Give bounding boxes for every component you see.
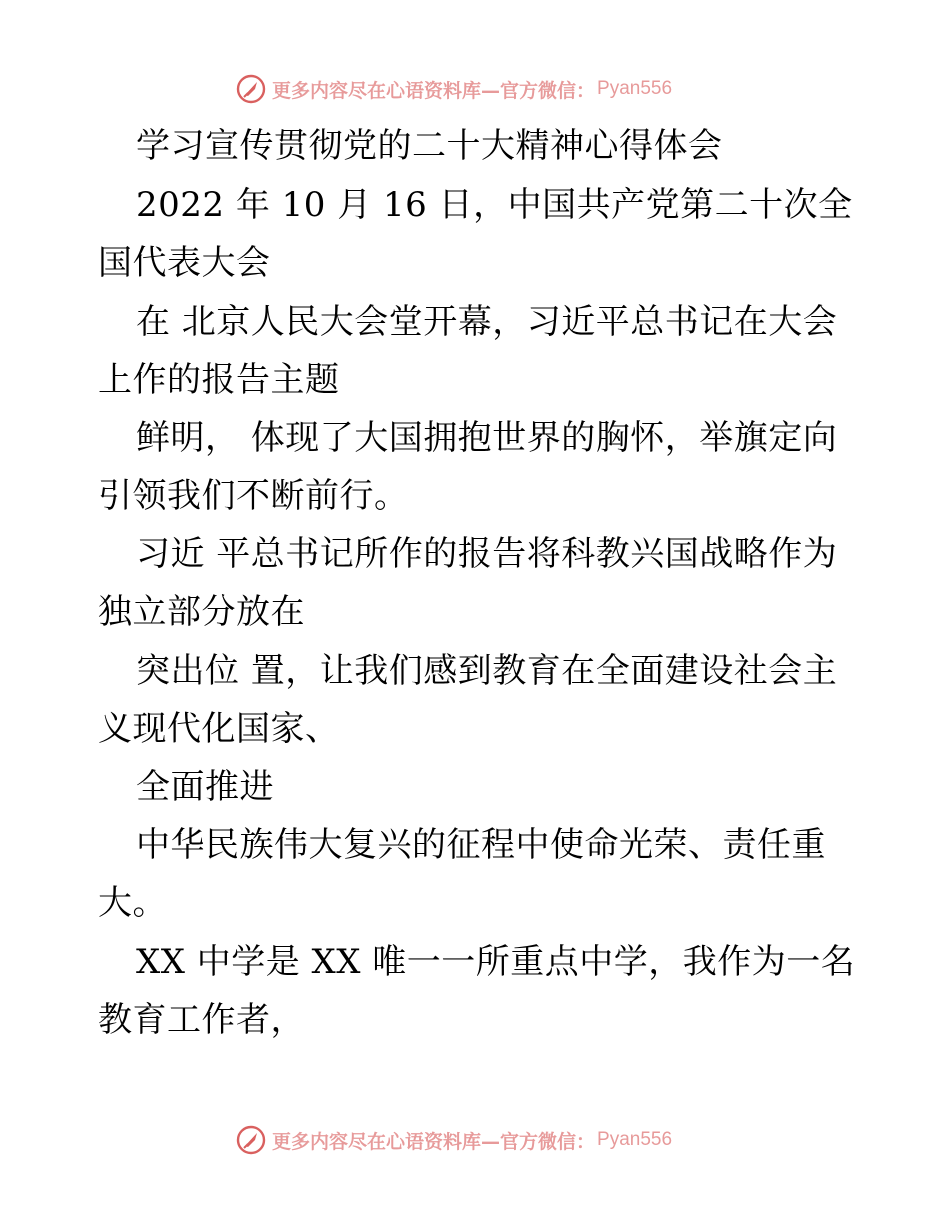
paragraph-line: 上作的报告主题 [98, 360, 340, 400]
document-title: 学习宣传贯彻党的二十大精神心得体会 [136, 126, 723, 166]
watermark-wechat-id: Pyan556 [597, 1129, 673, 1150]
paragraph-line: 在 北京人民大会堂开幕，习近平总书记在大会 [136, 302, 838, 342]
paragraph-line: 义现代化国家、 [98, 709, 340, 749]
paragraph-line: 2022 年 10 月 16 日，中国共产党第二十次全 [136, 185, 853, 225]
watermark-wechat-id: Pyan556 [597, 78, 673, 99]
paragraph-line: 国代表大会 [98, 243, 271, 283]
paragraph-line: 大。 [98, 883, 167, 923]
quill-logo-icon [236, 1125, 266, 1155]
paragraph-line: 中华民族伟大复兴的征程中使命光荣、责任重 [136, 825, 826, 865]
watermark-text: 更多内容尽在心语资料库—官方微信： [272, 1130, 596, 1153]
paragraph-line: XX 中学是 XX 唯一一所重点中学，我作为一名 [136, 942, 856, 982]
footer-watermark [236, 1123, 672, 1157]
paragraph-line: 独立部分放在 [98, 592, 305, 632]
paragraph-line: 鲜明， 体现了大国拥抱世界的胸怀，举旗定向 [136, 418, 838, 458]
watermark-text: 更多内容尽在心语资料库—官方微信： [272, 79, 596, 102]
paragraph-line: 习近 平总书记所作的报告将科教兴国战略作为 [136, 534, 838, 574]
header-watermark [236, 72, 672, 106]
paragraph-line: 全面推进 [136, 767, 274, 807]
quill-logo-icon [236, 74, 266, 104]
paragraph-line: 引领我们不断前行。 [98, 476, 409, 516]
paragraph-line: 教育工作者， [98, 1000, 305, 1040]
paragraph-line: 突出位 置，让我们感到教育在全面建设社会主 [136, 651, 838, 691]
